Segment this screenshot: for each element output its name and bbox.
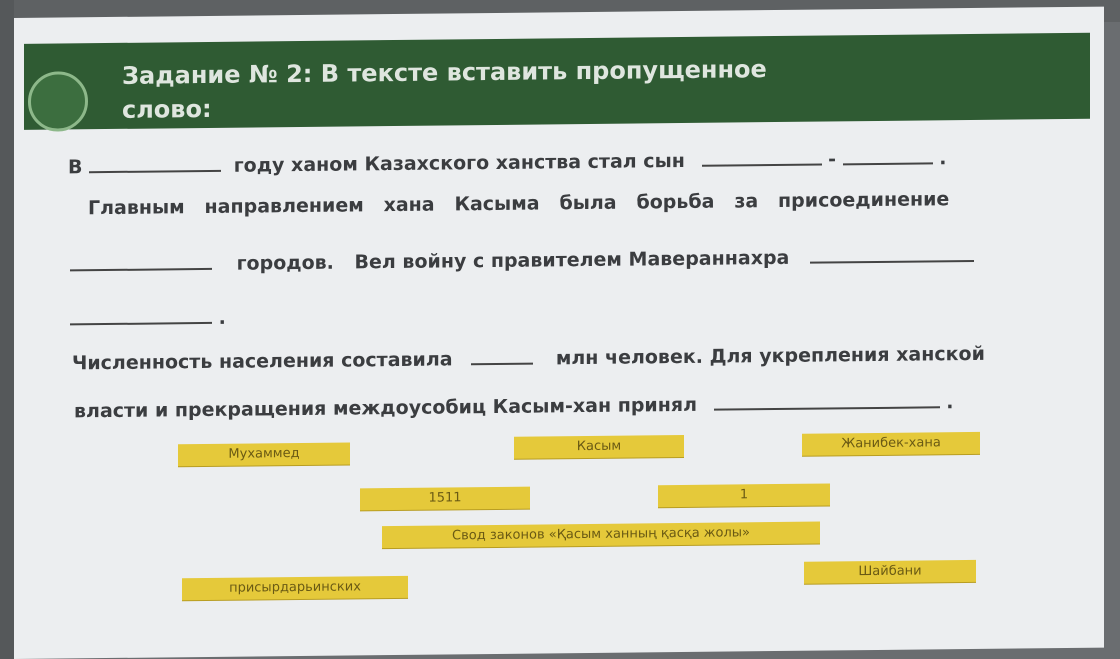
sentence-line-5	[72, 340, 985, 375]
sentence-line-2	[88, 188, 949, 219]
blank-cities[interactable]	[70, 250, 212, 271]
slide	[14, 7, 1104, 659]
text-fragment: .	[218, 306, 226, 329]
logo-icon	[28, 71, 88, 132]
blank-ruler-2[interactable]	[70, 304, 212, 325]
sentence-line-3	[70, 242, 974, 276]
text-fragment: власти и прекращения междоусобиц Касым-хан принял	[74, 393, 697, 423]
option-chip[interactable]: Свод законов «Қасым ханның қасқа жолы»	[382, 522, 820, 549]
option-chip[interactable]: Мухаммед	[178, 442, 350, 466]
blank-population[interactable]	[471, 345, 533, 366]
task-title-line2: слово:	[122, 94, 212, 124]
task-title	[122, 51, 882, 127]
option-chip[interactable]: 1511	[360, 487, 530, 511]
sentence-line-6	[74, 388, 953, 422]
monitor-bezel-left	[0, 0, 14, 659]
option-chip[interactable]: присырдарьинских	[182, 576, 408, 600]
option-chip[interactable]: Шайбани	[804, 560, 976, 584]
text-fragment: городов.	[236, 251, 334, 275]
blank-son-name-2[interactable]	[843, 144, 933, 165]
text-fragment: Главным направлением хана Касыма была борьба за присоединение	[88, 188, 950, 220]
text-fragment: В	[68, 156, 83, 179]
text-fragment: .	[939, 147, 947, 170]
text-fragment: -	[828, 148, 837, 171]
text-fragment: году ханом Казахского ханства стал сын	[233, 149, 685, 177]
task-title-line1: Задание № 2: В тексте вставить пропущенное	[122, 55, 767, 90]
text-fragment: .	[946, 391, 954, 414]
blank-laws[interactable]	[714, 388, 940, 410]
blank-year[interactable]	[89, 152, 221, 173]
sentence-line-4	[70, 304, 226, 331]
text-fragment: млн человек. Для укрепления ханской	[555, 342, 985, 370]
blank-ruler[interactable]	[810, 242, 974, 264]
text-fragment: Вел войну с правителем Мавераннахра	[354, 246, 790, 274]
blank-son-name[interactable]	[702, 146, 822, 167]
option-chip[interactable]: Жанибек-хана	[802, 432, 980, 456]
text-fragment: Численность населения составила	[72, 348, 453, 375]
option-chip[interactable]: 1	[658, 483, 830, 507]
option-chip[interactable]: Касым	[514, 435, 684, 459]
sentence-line-1	[68, 144, 946, 178]
